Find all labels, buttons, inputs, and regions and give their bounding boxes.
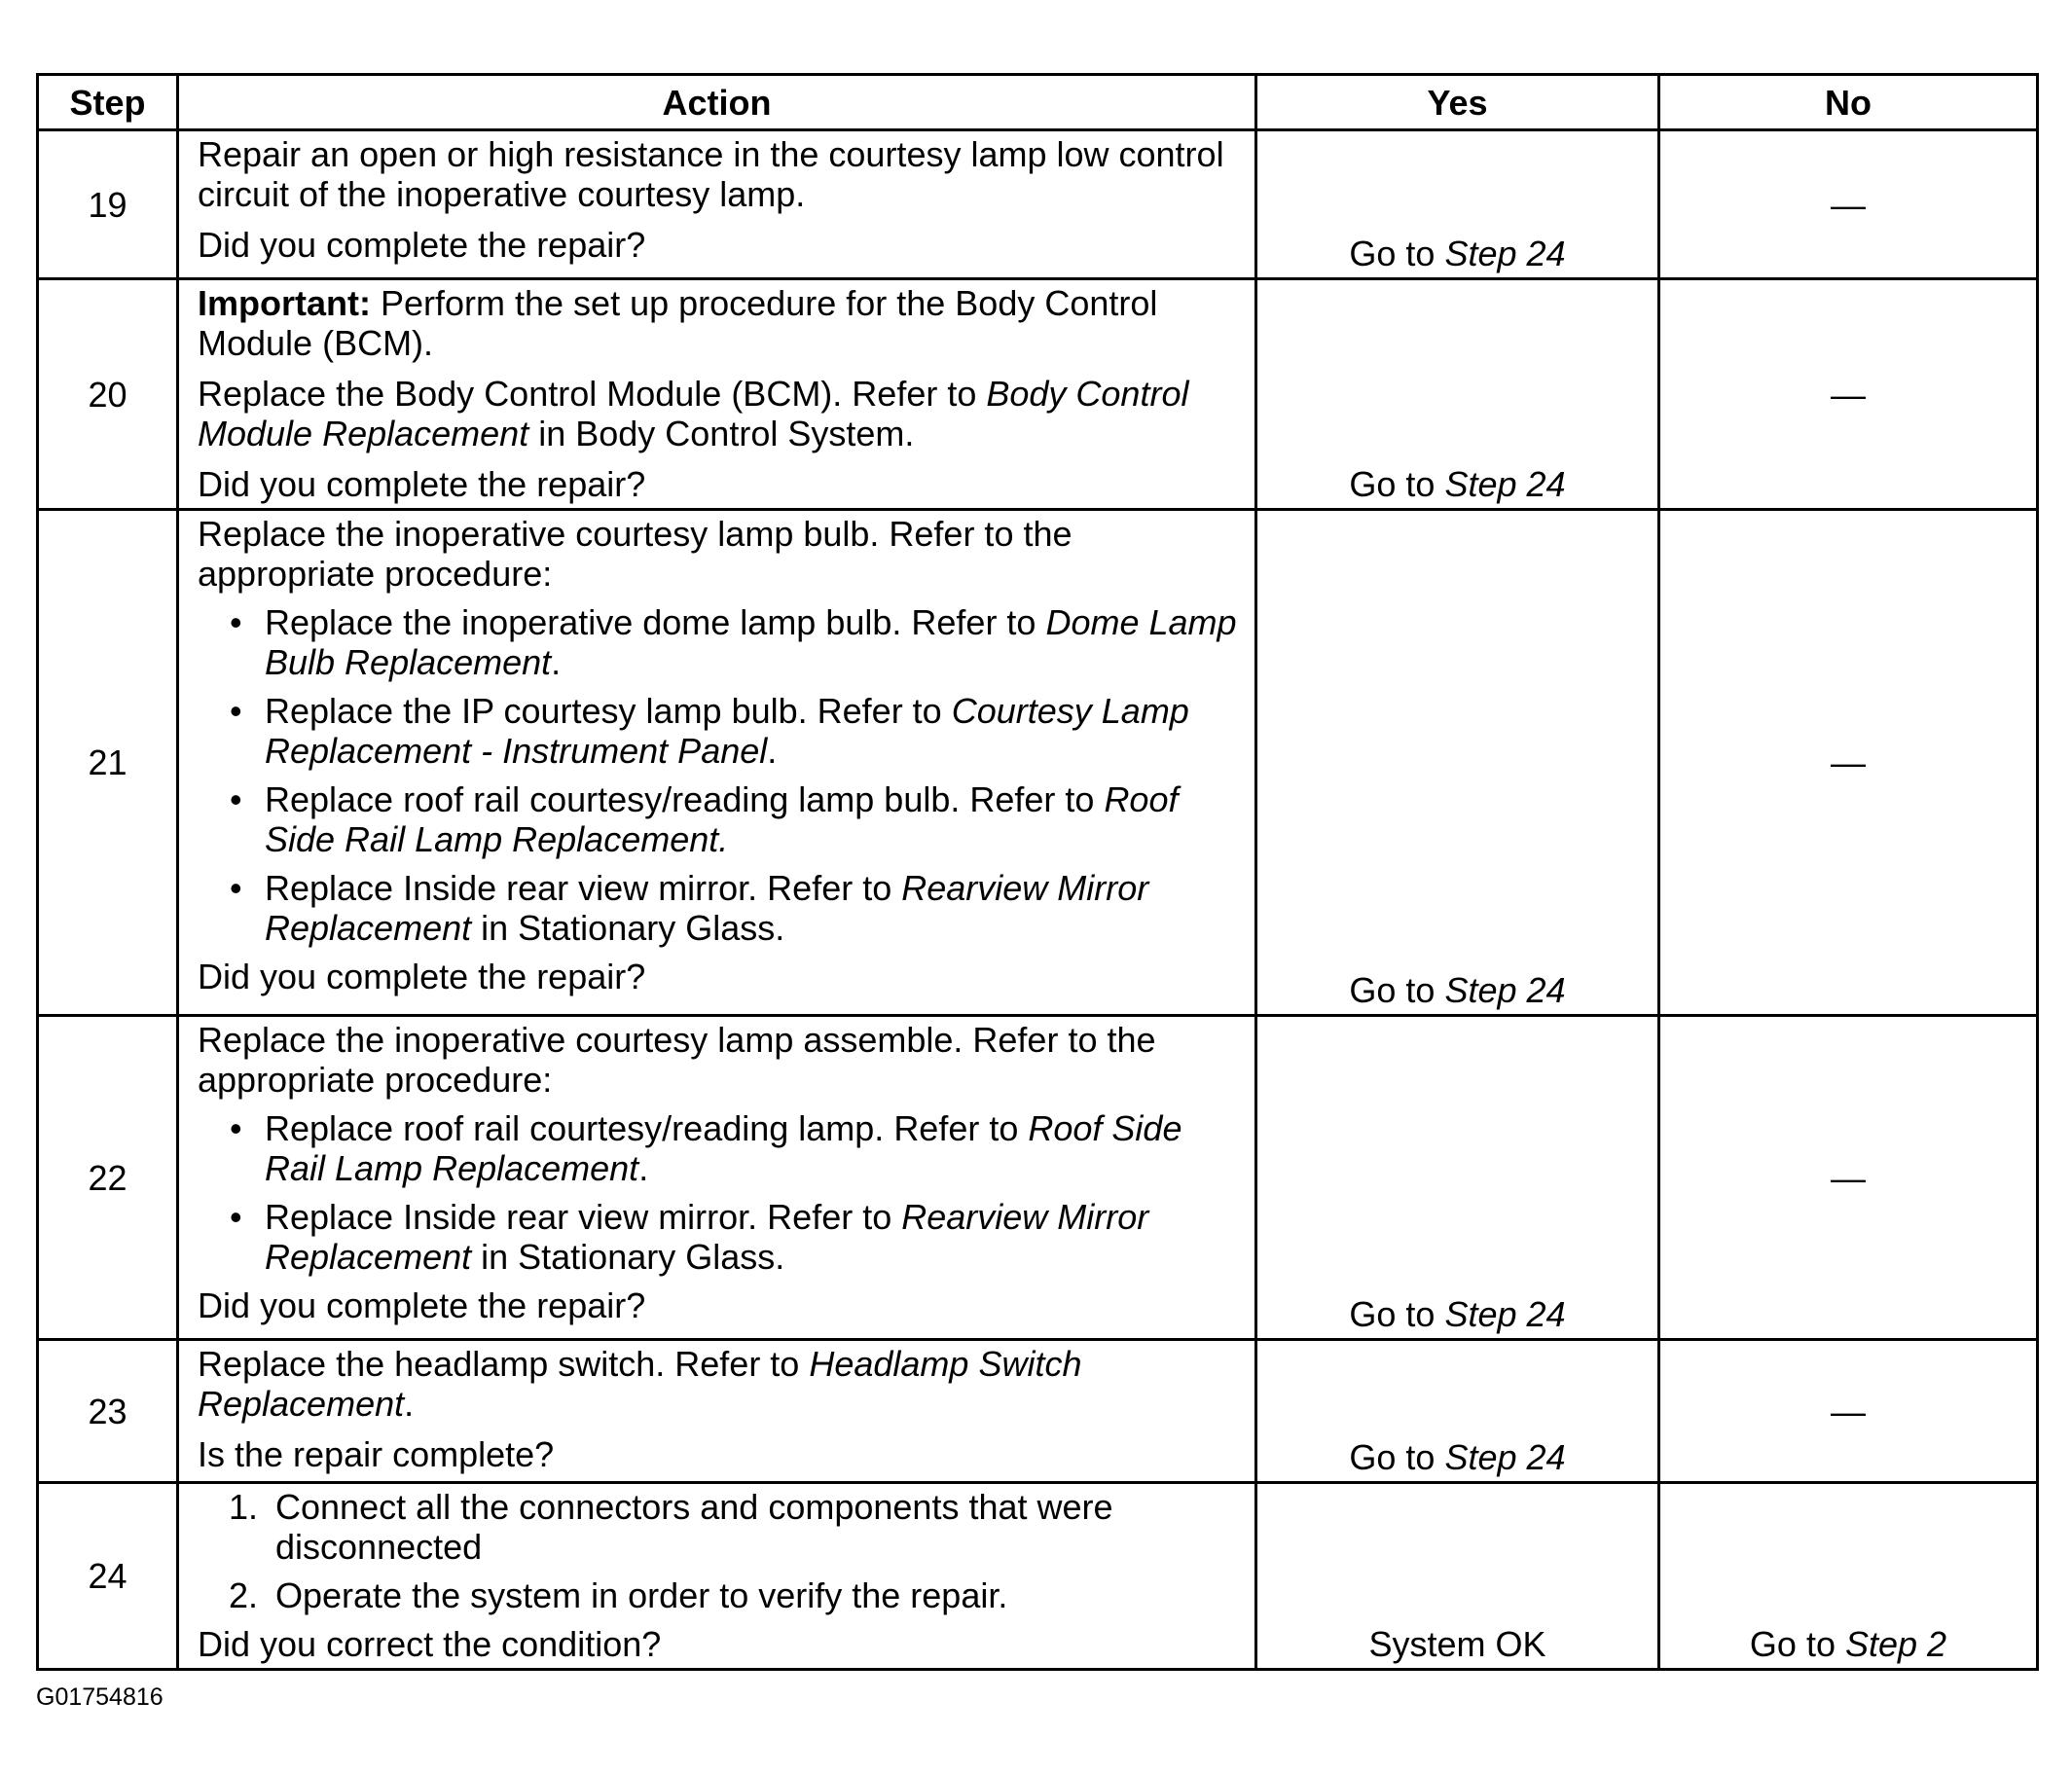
yes-step-link[interactable]: Step 24: [1444, 970, 1566, 1010]
header-yes: Yes: [1256, 75, 1659, 130]
action-text: Replace the inoperative courtesy lamp bulb. Refer to the appropriate procedure:: [198, 514, 1072, 594]
bullet-tail: .: [551, 642, 562, 682]
yes-prefix: Go to: [1349, 1294, 1445, 1334]
reference-link[interactable]: Rearview Mirror Replacement: [265, 1197, 1149, 1277]
action-question: Did you complete the repair?: [198, 464, 646, 504]
no-cell: —: [1659, 279, 2038, 510]
header-no: No: [1659, 75, 2038, 130]
yes-cell: [1256, 130, 1659, 279]
action-question: Did you correct the condition?: [198, 1624, 662, 1664]
bullet-icon: •: [230, 868, 242, 908]
yes-step-link[interactable]: Step 24: [1444, 1294, 1566, 1334]
table-row-step-24: [38, 1483, 2038, 1670]
bullet-text: Replace roof rail courtesy/reading lamp. Refer to: [265, 1108, 1029, 1148]
yes-prefix: Go to: [1349, 464, 1445, 504]
bullet-text: Replace roof rail courtesy/reading lamp bulb. Refer to: [265, 779, 1105, 819]
action-text-lead: Replace the Body Control Module (BCM). Refer to: [198, 374, 987, 414]
no-prefix: Go to: [1749, 1624, 1845, 1664]
step-number: 19: [38, 130, 178, 279]
reference-link[interactable]: Rearview Mirror Replacement: [265, 868, 1149, 948]
reference-link[interactable]: Roof Side Rail Lamp Replacement.: [265, 779, 1179, 859]
bullet-list: [198, 602, 1241, 948]
step-number: 20: [38, 279, 178, 510]
list-item: [198, 691, 1241, 771]
no-cell: —: [1659, 510, 2038, 1016]
no-cell: —: [1659, 1340, 2038, 1483]
action-cell: [178, 1016, 1256, 1340]
reference-link[interactable]: Courtesy Lamp Replacement - Instrument Panel: [265, 691, 1189, 771]
action-cell: [178, 130, 1256, 279]
figure-id: G01754816: [36, 1683, 164, 1711]
reference-link[interactable]: Roof Side Rail Lamp Replacement: [265, 1108, 1182, 1188]
yes-step-link[interactable]: Step 24: [1444, 234, 1566, 273]
bullet-tail: .: [767, 731, 778, 771]
action-text: Replace the inoperative courtesy lamp assemble. Refer to the appropriate procedure:: [198, 1020, 1156, 1100]
list-item: [198, 602, 1241, 682]
yes-prefix: Go to: [1349, 970, 1445, 1010]
yes-cell: [1256, 1483, 1659, 1670]
no-cell: —: [1659, 1016, 2038, 1340]
step-number: 21: [38, 510, 178, 1016]
bullet-icon: •: [230, 779, 242, 819]
list-item-text: Operate the system in order to verify the repair.: [275, 1575, 1008, 1615]
action-question: Did you complete the repair?: [198, 225, 646, 265]
list-item: [198, 1575, 1241, 1615]
bullet-tail: .: [638, 1148, 649, 1188]
list-item-text: Connect all the connectors and components that were disconnected: [275, 1487, 1113, 1567]
list-item: [198, 1108, 1241, 1188]
important-text: Perform the set up procedure for the Body Control Module (BCM).: [198, 283, 1158, 363]
action-text: Repair an open or high resistance in the courtesy lamp low control circuit of the inoperative courtesy lamp.: [198, 134, 1224, 214]
bullet-tail: in Stationary Glass.: [471, 1237, 785, 1277]
yes-result: System OK: [1368, 1624, 1546, 1664]
header-row: [38, 75, 2038, 130]
important-label: Important:: [198, 283, 371, 323]
bullet-text: Replace the inoperative dome lamp bulb. Refer to: [265, 602, 1046, 642]
list-number: 2.: [229, 1575, 259, 1615]
yes-cell: [1256, 279, 1659, 510]
yes-prefix: Go to: [1349, 234, 1445, 273]
numbered-list: [198, 1487, 1241, 1615]
action-cell: [178, 510, 1256, 1016]
table-row-step-22: [38, 1016, 2038, 1340]
action-question: Is the repair complete?: [198, 1434, 555, 1474]
yes-step-link[interactable]: Step 24: [1444, 1437, 1566, 1477]
bullet-icon: •: [230, 1197, 242, 1237]
bullet-icon: •: [230, 691, 242, 731]
action-text: [198, 374, 1241, 453]
table-row-step-21: [38, 510, 2038, 1016]
bullet-text: Replace Inside rear view mirror. Refer to: [265, 868, 902, 908]
bullet-tail: in Stationary Glass.: [471, 908, 785, 948]
action-text-tail: .: [404, 1384, 415, 1424]
table-row-step-20: [38, 279, 2038, 510]
list-item: [198, 779, 1241, 859]
action-cell: [178, 279, 1256, 510]
diagnostic-table: [36, 73, 2039, 1671]
bullet-list: [198, 1108, 1241, 1277]
header-action: Action: [178, 75, 1256, 130]
bullet-icon: •: [230, 1108, 242, 1148]
table-row-step-23: [38, 1340, 2038, 1483]
no-cell: —: [1659, 130, 2038, 279]
list-item: [198, 868, 1241, 948]
bullet-text: Replace Inside rear view mirror. Refer to: [265, 1197, 902, 1237]
table-row-step-19: [38, 130, 2038, 279]
step-number: 24: [38, 1483, 178, 1670]
action-text: [198, 1344, 1241, 1424]
action-cell: [178, 1340, 1256, 1483]
yes-cell: [1256, 1016, 1659, 1340]
yes-cell: [1256, 1340, 1659, 1483]
action-question: Did you complete the repair?: [198, 957, 646, 996]
no-step-link[interactable]: Step 2: [1844, 1624, 1947, 1664]
reference-link[interactable]: Body Control Module Replacement: [198, 374, 1189, 453]
yes-step-link[interactable]: Step 24: [1444, 464, 1566, 504]
step-number: 23: [38, 1340, 178, 1483]
list-item: [198, 1197, 1241, 1277]
action-text-lead: Replace the headlamp switch. Refer to: [198, 1344, 810, 1384]
list-number: 1.: [229, 1487, 259, 1527]
reference-link[interactable]: Dome Lamp Bulb Replacement: [265, 602, 1237, 682]
step-number: 22: [38, 1016, 178, 1340]
header-step: Step: [38, 75, 178, 130]
action-question: Did you complete the repair?: [198, 1285, 646, 1325]
list-item: [198, 1487, 1241, 1567]
reference-link[interactable]: Headlamp Switch Replacement: [198, 1344, 1082, 1424]
bullet-icon: •: [230, 602, 242, 642]
action-text-tail: in Body Control System.: [528, 414, 915, 453]
no-cell: [1659, 1483, 2038, 1670]
yes-prefix: Go to: [1349, 1437, 1445, 1477]
bullet-text: Replace the IP courtesy lamp bulb. Refer to: [265, 691, 952, 731]
important-note: [198, 283, 1241, 363]
action-cell: [178, 1483, 1256, 1670]
yes-cell: [1256, 510, 1659, 1016]
